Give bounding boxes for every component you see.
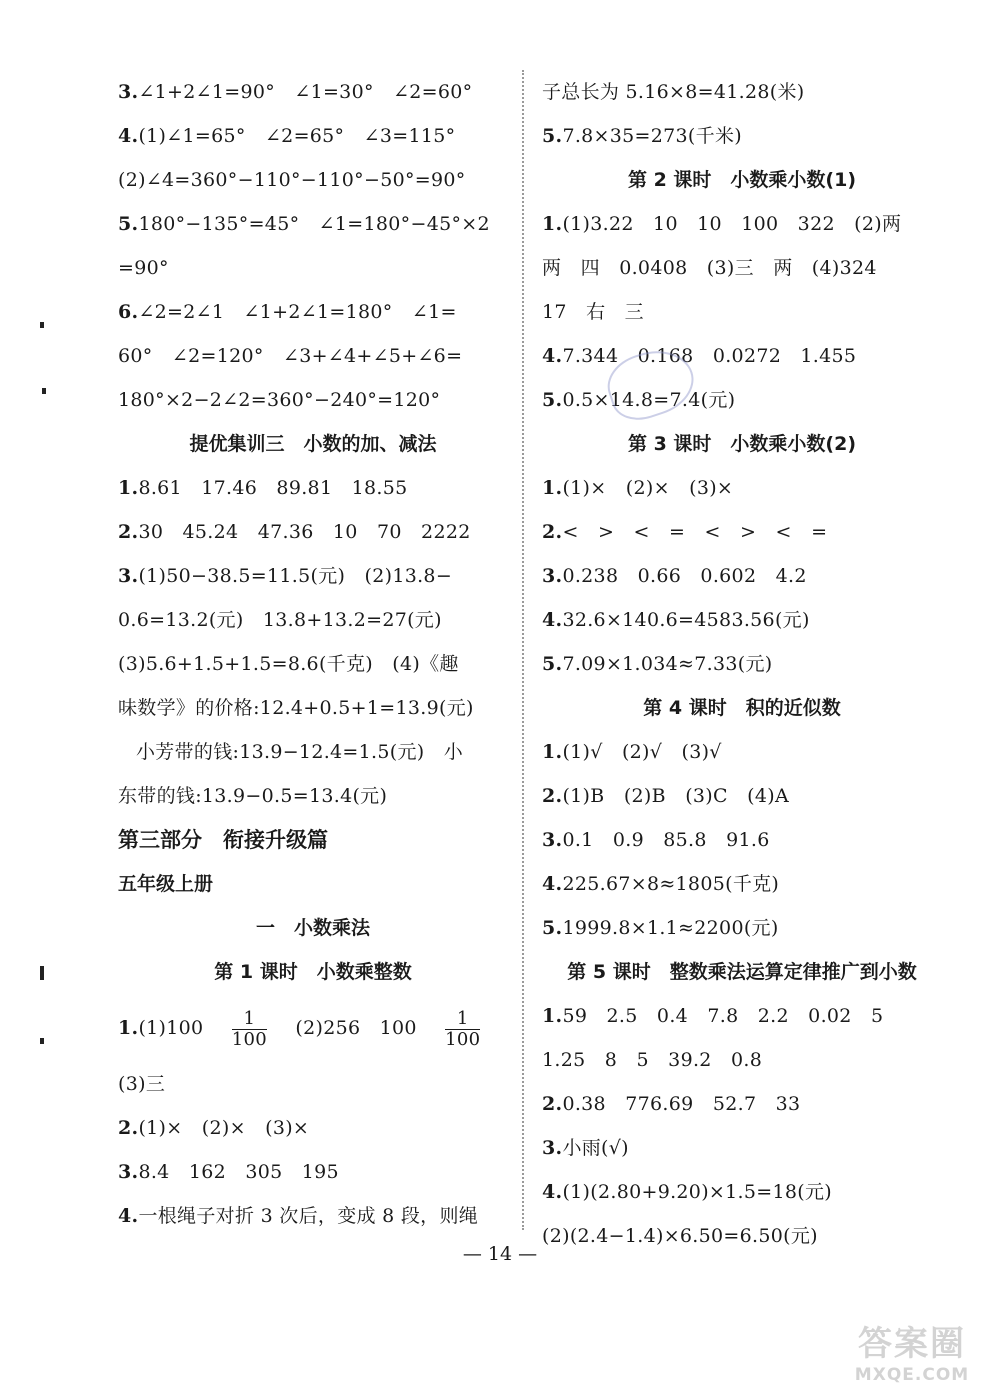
lesson-heading: 第 1 课时 小数乘整数 [214, 961, 412, 983]
left-column [118, 70, 508, 1238]
answer-line: 17 右 三 [542, 301, 644, 323]
answer-line: (2)∠4=360°−110°−110°−50°=90° [118, 169, 466, 191]
answer-line: 5.1999.8×1.1≈2200(元) [542, 917, 779, 939]
answer-line: 2.< > < = < > < = [542, 521, 828, 543]
fraction: $\frac{1}{100}$ [445, 1007, 481, 1050]
answer-line: 1.8.61 17.46 89.81 18.55 [118, 477, 408, 499]
answer-line: 4.7.344 0.168 0.0272 1.455 [542, 345, 857, 367]
fraction: $\frac{1}{100}$ [231, 1007, 268, 1050]
answer-line: 1.(1)3.22 10 10 100 322 (2)两 [542, 213, 902, 235]
scan-speck [40, 1038, 44, 1044]
answer-line: 4.(1)∠1=65° ∠2=65° ∠3=115° [118, 125, 456, 147]
answer-line: =90° [118, 257, 169, 279]
right-column [542, 70, 942, 1258]
answer-line: 0.6=13.2(元) 13.8+13.2=27(元) [118, 609, 442, 631]
answer-line: 6.∠2=2∠1 ∠1+2∠1=180° ∠1= [118, 301, 457, 323]
answer-line: 1.59 2.5 0.4 7.8 2.2 0.02 5 [542, 1005, 884, 1027]
answer-line: (2)(2.4−1.4)×6.50=6.50(元) [542, 1225, 818, 1247]
answer-line: (3)三 [118, 1073, 166, 1095]
answer-line: 5.7.8×35=273(千米) [542, 125, 742, 147]
page-number: — 14 — [462, 1243, 538, 1265]
answer-line: 3.∠1+2∠1=90° ∠1=30° ∠2=60° [118, 81, 473, 103]
answer-line: 3.8.4 162 305 195 [118, 1161, 339, 1183]
answer-line: 2.0.38 776.69 52.7 33 [542, 1093, 801, 1115]
answer-line-fraction: 1.(1)100 $\frac{1}{100}$ (2)256 100 $\frac{1}{100}$ [118, 1007, 481, 1050]
answer-line: 4.一根绳子对折 3 次后，变成 8 段，则绳 [118, 1205, 479, 1227]
answer-line: 5.180°−135°=45° ∠1=180°−45°×2 [118, 213, 490, 235]
answer-line: 东带的钱:13.9−0.5=13.4(元) [118, 785, 388, 807]
answer-line: 180°×2−2∠2=360°−240°=120° [118, 389, 441, 411]
answer-line: 子总长为 5.16×8=41.28(米) [542, 81, 805, 103]
site-watermark: 答案圈 MXQE.COM [854, 1324, 970, 1385]
answer-line: 2.(1)× (2)× (3)× [118, 1117, 310, 1139]
answer-line: 3.小雨(√) [542, 1137, 629, 1159]
answer-line: 4.32.6×140.6=4583.56(元) [542, 609, 810, 631]
part-heading: 第三部分 衔接升级篇 [118, 828, 328, 852]
answer-line: 1.25 8 5 39.2 0.8 [542, 1049, 763, 1071]
lesson-heading: 第 2 课时 小数乘小数(1) [627, 169, 857, 191]
lesson-heading: 第 5 课时 整数乘法运算定律推广到小数 [567, 961, 917, 983]
scan-speck [40, 966, 44, 980]
lesson-heading: 第 3 课时 小数乘小数(2) [627, 433, 857, 455]
answer-line: 4.(1)(2.80+9.20)×1.5=18(元) [542, 1181, 832, 1203]
answer-line: 3.0.1 0.9 85.8 91.6 [542, 829, 770, 851]
answer-line: 60° ∠2=120° ∠3+∠4+∠5+∠6= [118, 345, 463, 367]
grade-heading: 五年级上册 [118, 873, 214, 895]
answer-line: 5.0.5×14.8=7.4(元) [542, 389, 736, 411]
answer-line: 3.0.238 0.66 0.602 4.2 [542, 565, 807, 587]
answer-line: 3.(1)50−38.5=11.5(元) (2)13.8− [118, 565, 453, 587]
column-divider [522, 70, 524, 1230]
answer-line: 小芳带的钱:13.9−12.4=1.5(元) 小 [136, 741, 464, 763]
answer-line: 4.225.67×8≈1805(千克) [542, 873, 780, 895]
lesson-heading: 第 4 课时 积的近似数 [643, 697, 841, 719]
scan-speck [42, 388, 46, 394]
answer-line: 2.(1)B (2)B (3)C (4)A [542, 785, 789, 807]
section-heading: 提优集训三 小数的加、减法 [189, 433, 437, 455]
scan-speck [40, 322, 44, 328]
answer-line: 1.(1)× (2)× (3)× [542, 477, 734, 499]
answer-line: 2.30 45.24 47.36 10 70 2222 [118, 521, 471, 543]
answer-line: 1.(1)√ (2)√ (3)√ [542, 741, 722, 763]
answer-line: (3)5.6+1.5+1.5=8.6(千克) (4)《趣 [118, 653, 459, 675]
answer-line: 味数学》的价格:12.4+0.5+1=13.9(元) [118, 697, 474, 719]
answer-line: 5.7.09×1.034≈7.33(元) [542, 653, 773, 675]
answer-line: 两 四 0.0408 (3)三 两 (4)324 [542, 257, 877, 279]
unit-heading: 一 小数乘法 [255, 917, 370, 939]
